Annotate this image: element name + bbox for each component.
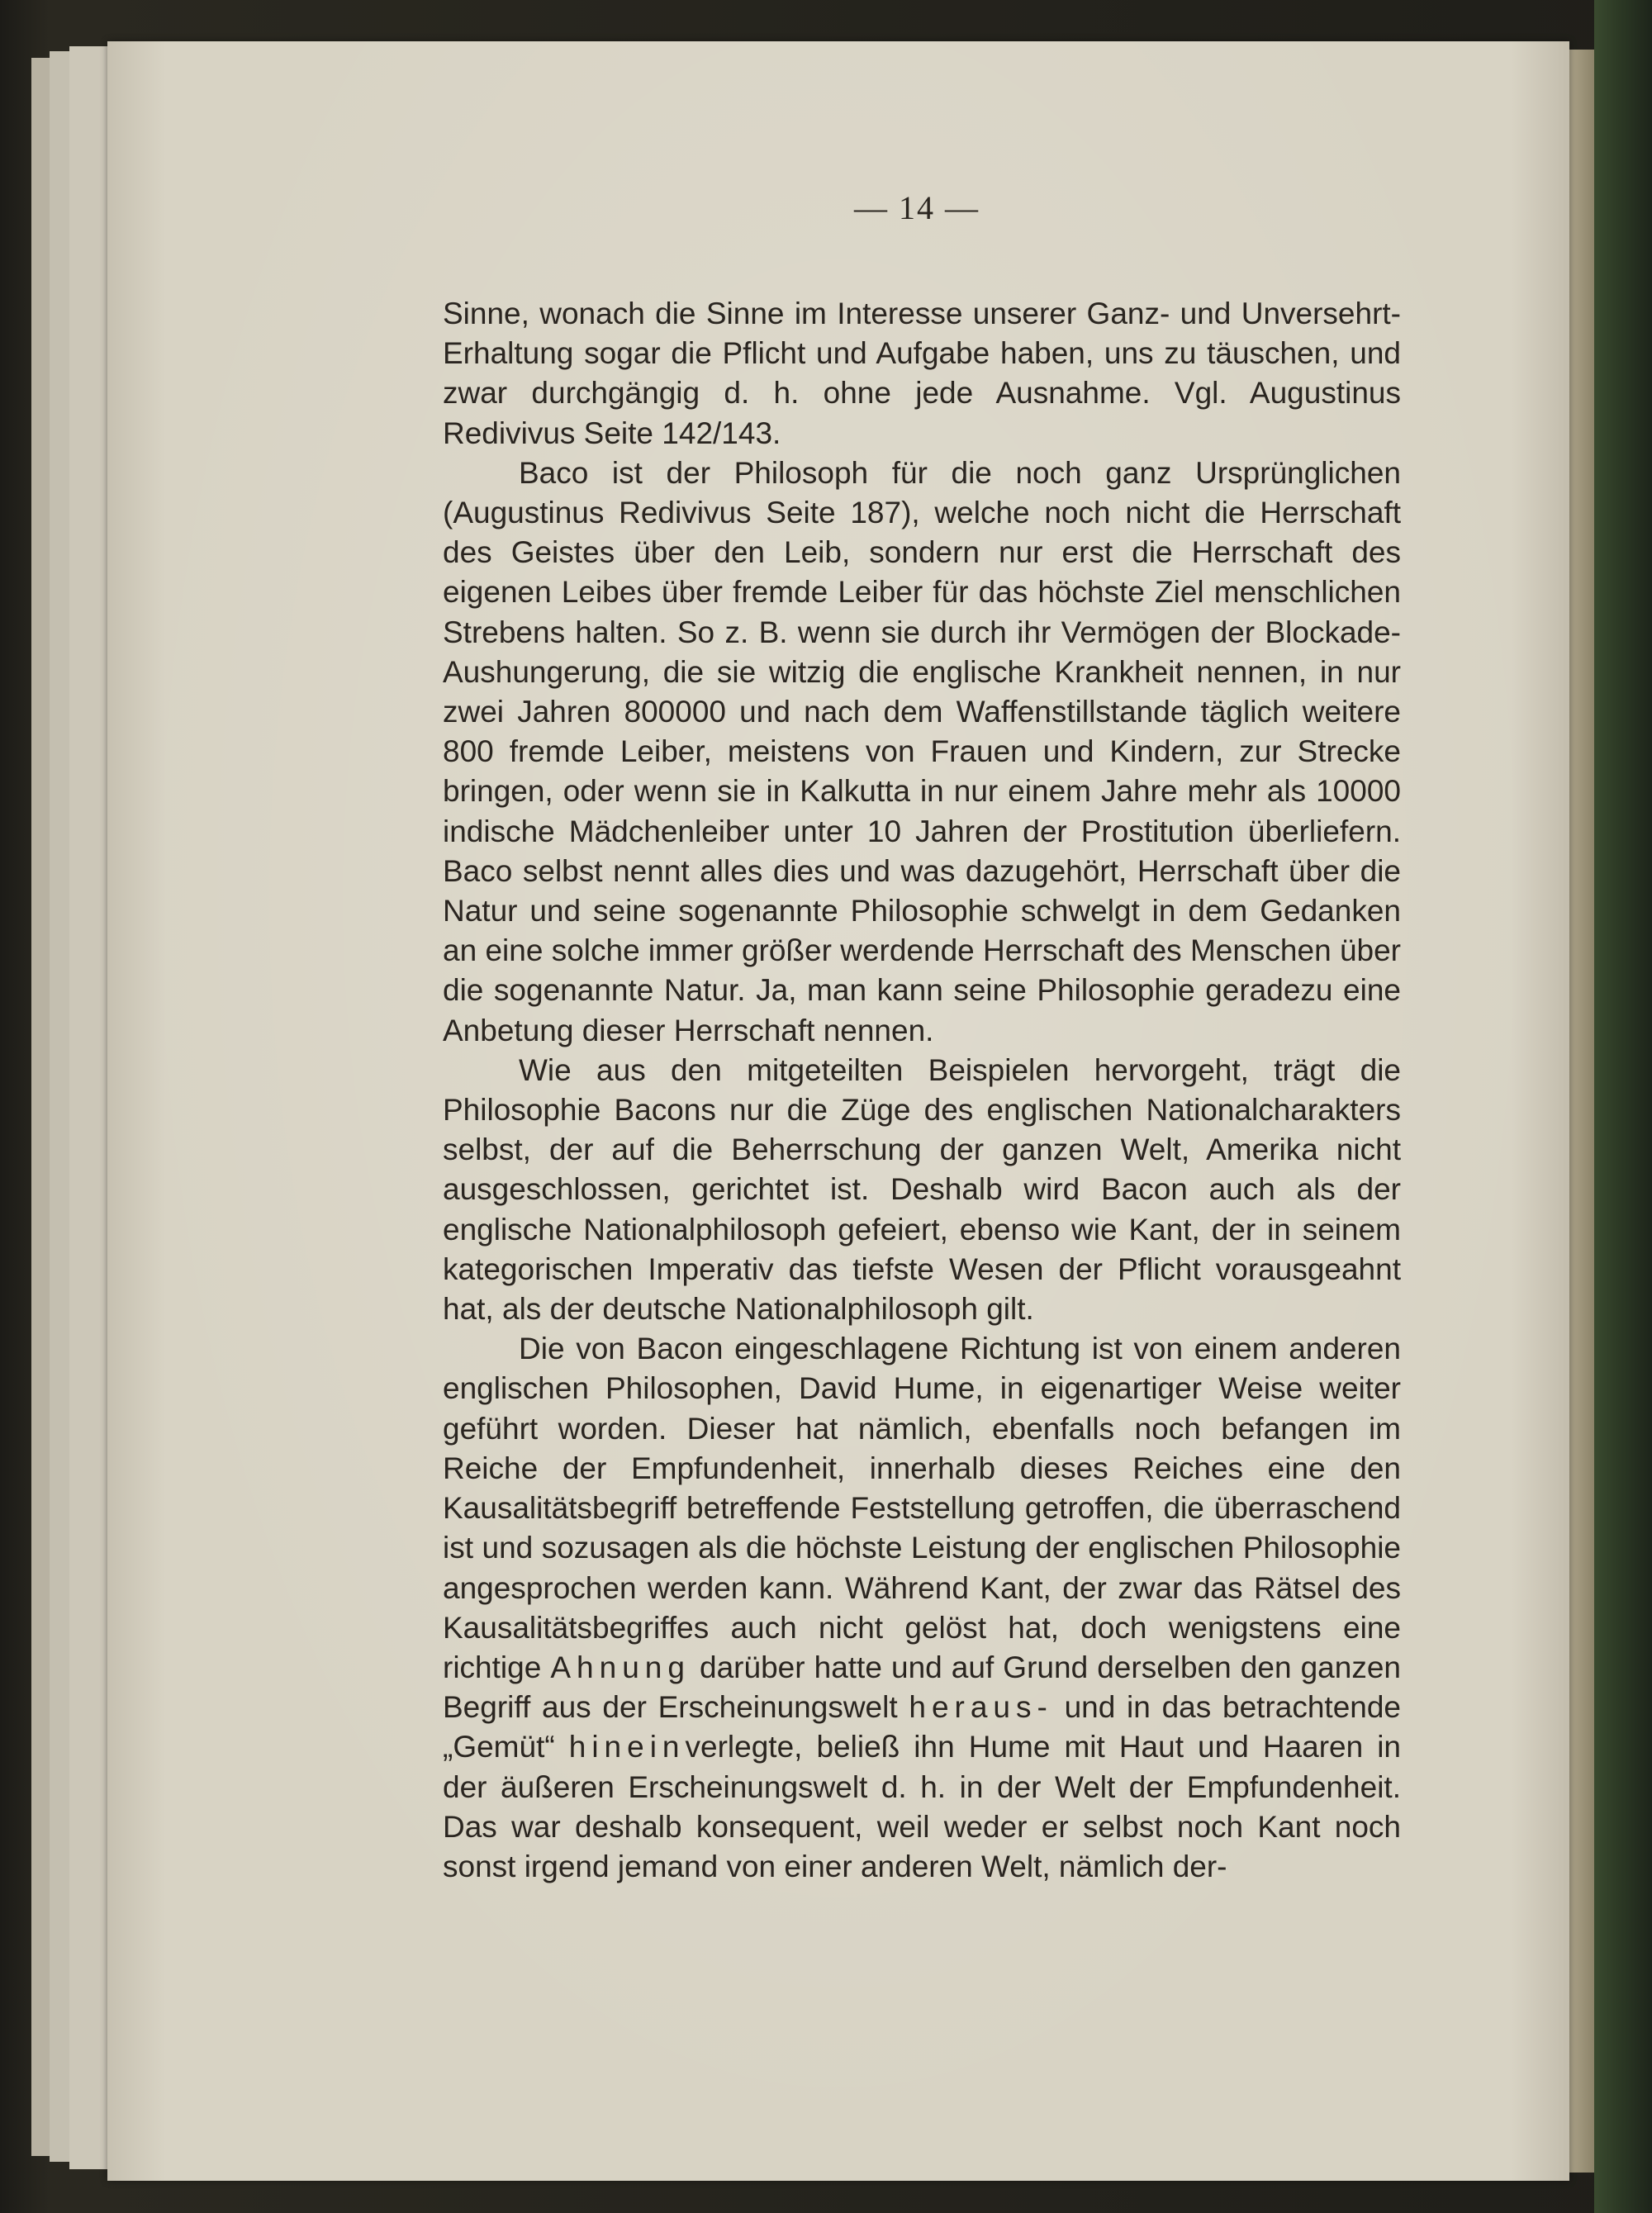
page-number: — 14 — <box>854 189 980 226</box>
emphasized-word: heraus- <box>909 1690 1053 1725</box>
book-cover-edge <box>1594 0 1652 2213</box>
paragraph: Sinne, wonach die Sinne im Interesse unserer Ganz- und Unversehrt-Erhaltung sogar die Pflicht und Aufgabe haben, uns zu täuschen, und zwar durchgängig d. h. ohne jede Ausnahme. Vgl. Augustinus Redivivus Seite 142/143. <box>443 297 1401 450</box>
paragraph-hume <box>443 1329 1401 1887</box>
text-run: und in das betrachtende „Gemüt“ <box>443 1690 1401 1764</box>
emphasized-word: hinein <box>568 1730 686 1764</box>
emphasized-word: Ahnung <box>550 1650 691 1684</box>
text-run: darüber hatte und auf Grund derselben den ganzen Begriff aus der Erscheinungswelt <box>443 1650 1401 1725</box>
text-run: verlegte, beließ ihn Hume mit Haut und Haaren in der äußeren Erscheinungswelt d. h. in der Welt der Empfundenheit. Das war deshalb konsequent, weil weder er selbst noch Kant noch sonst irgend jemand von einer anderen Welt, nämlich der- <box>443 1730 1402 1883</box>
paragraph: Wie aus den mitgeteilten Beispielen hervorgeht, trägt die Philosophie Bacons nur die Züge des englischen Nationalcharakters selbst, der auf die Beherrschung der ganzen Welt, Amerika nicht ausgeschlossen, gerichtet ist. Deshalb wird Bacon auch als der englische Nationalphilosoph gefeiert, ebenso wie Kant, der in seinem kategorischen Imperativ das tiefste Wesen der Pflicht vorausgeahnt hat, als der deutsche Nationalphilosoph gilt. <box>443 1052 1401 1327</box>
page-body-text <box>443 294 1401 1887</box>
text-run: Die von Bacon eingeschlagene Richtung ist von einem anderen englischen Philosophen, David Hume, in eigenartiger Weise weiter geführt worden. Dieser hat nämlich, ebenfalls noch befangen im Reiche der Empfundenheit, innerhalb dieses Reiches eine den Kausalitätsbegriff betreffende Feststellung getroffen, die überraschend ist und sozusagen als die höchste Leistung der englischen Philosophie angesprochen werden kann. Während Kant, der zwar das Rätsel des Kausalitätsbegriffes auch nicht gelöst hat, doch wenigstens eine richtige <box>443 1332 1401 1684</box>
paragraph: Baco ist der Philosoph für die noch ganz Ursprünglichen (Augustinus Redivivus Seite 187), welche noch nicht die Herrschaft des Geistes über den Leib, sondern nur erst die Herrschaft des eigenen Leibes über fremde Leiber für das höchste Ziel menschlichen Strebens halten. So z. B. wenn sie durch ihr Vermögen der Blockade-Aushungerung, die sie witzig die englische Krankheit nennen, in nur zwei Jahren 800000 und nach dem Waffenstillstande täglich weitere 800 fremde Leiber, meistens von Frauen und Kindern, zur Strecke bringen, oder wenn sie in Kalkutta in nur einem Jahre mehr als 10000 indische Mädchenleiber unter 10 Jahren der Prostitution überliefern. Baco selbst nennt alles dies und was dazugehört, Herrschaft über die Natur und seine sogenannte Philosophie schwelgt in dem Gedanken an eine solche immer größer werdende Herrschaft des Menschen über die sogenannte Natur. Ja, man kann seine Philosophie geradezu eine Anbetung dieser Herrschaft nennen. <box>443 455 1401 1047</box>
